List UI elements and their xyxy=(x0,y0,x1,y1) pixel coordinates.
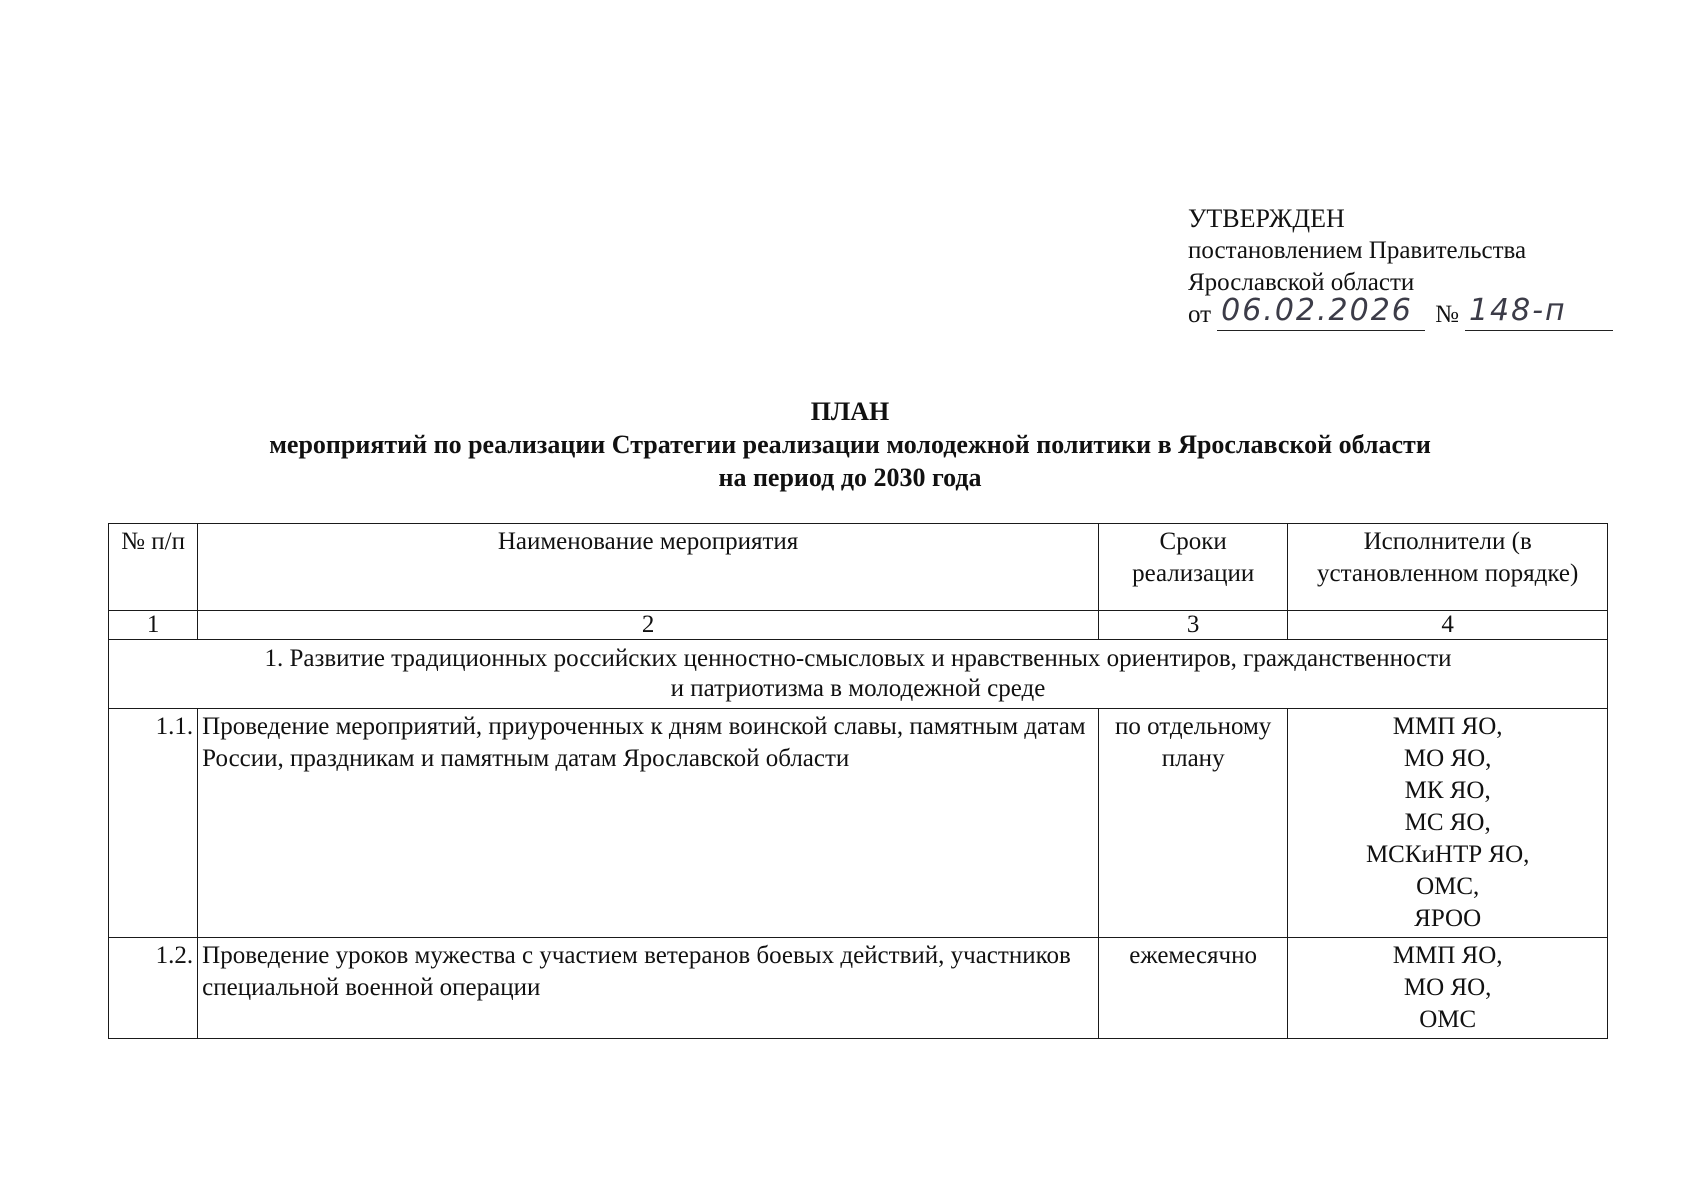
handwritten-number: 148-п xyxy=(1468,293,1567,328)
approval-title: УТВЕРЖДЕН xyxy=(1188,204,1345,233)
approval-line-2: Ярославской области xyxy=(1188,269,1415,296)
plan-table xyxy=(108,523,1608,1039)
handwritten-date: 06.02.2026 xyxy=(1221,293,1413,328)
section-heading-line-1: 1. Развитие традиционных российских ценностно-смысловых и нравственных ориентиров, гражданственности xyxy=(264,645,1452,672)
column-numbers-row xyxy=(109,611,1608,640)
executor: МО ЯО, xyxy=(1403,745,1492,772)
column-number-1: 1 xyxy=(109,611,198,640)
row-number: 1.2. xyxy=(109,938,198,1039)
row-term: по отдельному плану xyxy=(1098,709,1287,938)
table-row xyxy=(109,938,1608,1039)
plan-subtitle-line-1: мероприятий по реализации Стратегии реализации молодежной политики в Ярославской области xyxy=(269,430,1431,459)
row-activity-name: Проведение мероприятий, приуроченных к дням воинской славы, памятным датам России, праздникам и памятным датам Ярославской области xyxy=(198,709,1099,938)
executor: МС ЯО, xyxy=(1404,809,1491,836)
section-heading-line-2: и патриотизма в молодежной среде xyxy=(670,675,1046,702)
number-prefix: № xyxy=(1435,301,1459,328)
section-row xyxy=(109,640,1608,709)
approval-date-number-row xyxy=(1188,293,1648,331)
table-row xyxy=(109,709,1608,938)
date-field xyxy=(1217,293,1425,331)
executor: ОМС xyxy=(1419,1006,1477,1033)
row-executors xyxy=(1288,938,1608,1039)
number-field xyxy=(1465,293,1613,331)
date-prefix: от xyxy=(1188,301,1212,328)
header-num: № п/п xyxy=(109,524,198,611)
column-number-2: 2 xyxy=(198,611,1099,640)
executor: МСКиНТР ЯО, xyxy=(1365,841,1530,868)
executor: ММП ЯО, xyxy=(1392,713,1503,740)
row-term: ежемесячно xyxy=(1098,938,1287,1039)
plan-title: ПЛАН xyxy=(810,397,890,426)
plan-subtitle-line-2: на период до 2030 года xyxy=(718,463,982,492)
executor: МО ЯО, xyxy=(1403,974,1492,1001)
header-name: Наименование мероприятия xyxy=(198,524,1099,611)
executor: ЯРОО xyxy=(1414,905,1482,932)
executor: ММП ЯО, xyxy=(1392,942,1503,969)
row-executors xyxy=(1288,709,1608,938)
plan-heading xyxy=(110,395,1590,494)
header-executors: Исполнители (в установленном порядке) xyxy=(1288,524,1608,611)
column-number-3: 3 xyxy=(1098,611,1287,640)
executor: МК ЯО, xyxy=(1404,777,1491,804)
column-number-4: 4 xyxy=(1288,611,1608,640)
section-heading xyxy=(109,640,1608,709)
table-header-row xyxy=(109,524,1608,611)
approval-stamp xyxy=(1188,203,1648,331)
approval-line-1: постановлением Правительства xyxy=(1188,237,1527,264)
executor: ОМС, xyxy=(1416,873,1480,900)
row-number: 1.1. xyxy=(109,709,198,938)
row-activity-name: Проведение уроков мужества с участием ветеранов боевых действий, участников специальной военной операции xyxy=(198,938,1099,1039)
header-term: Сроки реализации xyxy=(1098,524,1287,611)
